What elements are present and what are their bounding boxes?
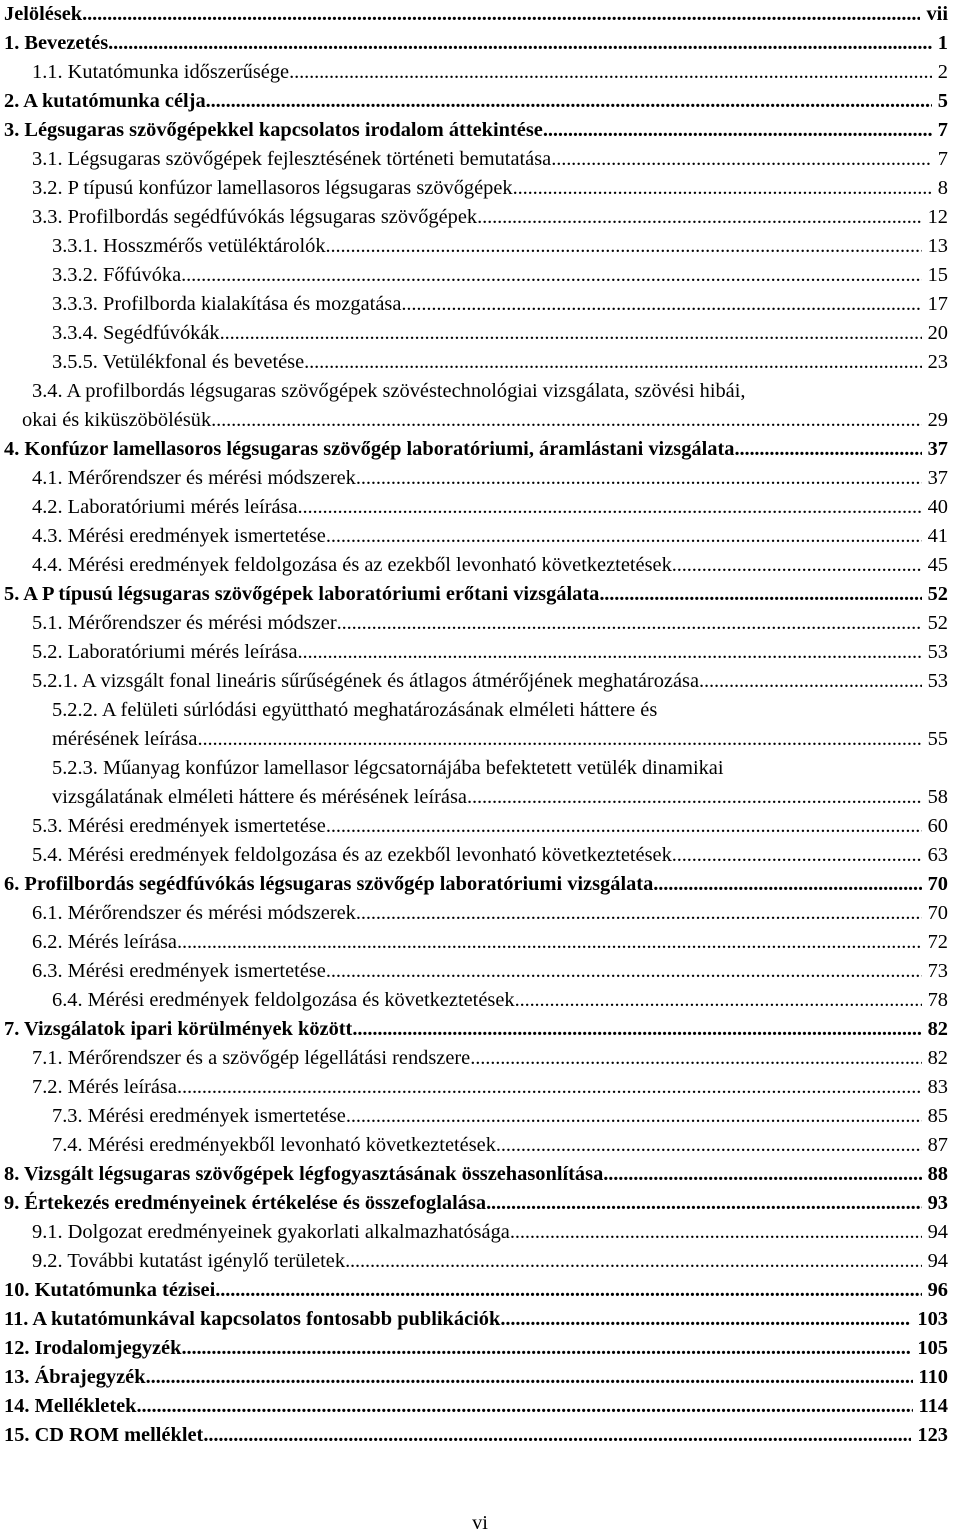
toc-leader	[496, 1131, 922, 1160]
toc-leader	[220, 319, 922, 348]
toc-leader	[470, 1044, 921, 1073]
toc-entry	[0, 435, 948, 464]
toc-entry-page: 8	[937, 177, 948, 199]
toc-leader	[82, 0, 920, 29]
toc-entry-page: 52	[927, 583, 948, 605]
toc-entry	[0, 377, 948, 435]
toc-entry-title: 3.1. Légsugaras szövőgépek fejlesztésének történeti bemutatása	[32, 148, 552, 170]
toc-leader	[181, 261, 921, 290]
toc-entry	[0, 203, 948, 232]
toc-leader	[326, 957, 922, 986]
toc-entry-page: 82	[927, 1018, 948, 1040]
toc-entry-title: 4. Konfúzor lamellasoros légsugaras szövőgép laboratóriumi, áramlástani vizsgálata	[4, 438, 735, 460]
toc-leader	[543, 116, 932, 145]
toc-leader	[304, 348, 921, 377]
toc-leader	[177, 928, 922, 957]
toc-entry-title: 6.1. Mérőrendszer és mérési módszerek	[32, 902, 356, 924]
toc-entry-title: 10. Kutatómunka tézisei	[4, 1279, 216, 1301]
toc-entry-title: 7.3. Mérési eredmények ismertetése	[52, 1105, 346, 1127]
toc-entry-title: 15. CD ROM melléklet	[4, 1424, 204, 1446]
toc-leader	[734, 435, 921, 464]
toc-entry-page: 78	[927, 989, 948, 1011]
toc-entry	[0, 1044, 948, 1073]
toc-entry-page: 103	[917, 1308, 948, 1330]
page-number: vi	[472, 1512, 488, 1534]
toc-entry	[0, 290, 948, 319]
toc-entry-page: 94	[927, 1221, 948, 1243]
toc-entry	[0, 1421, 948, 1450]
toc-entry-page: 52	[927, 612, 948, 634]
toc-leader	[181, 1334, 911, 1363]
toc-leader	[211, 406, 921, 435]
toc-entry	[0, 464, 948, 493]
toc-entry	[0, 493, 948, 522]
toc-leader	[699, 667, 922, 696]
toc-entry-page: 15	[927, 264, 948, 286]
toc-leader	[672, 841, 922, 870]
toc-entry-title: 4.3. Mérési eredmények ismertetése	[32, 525, 326, 547]
toc-entry-title: 3.4. A profilbordás légsugaras szövőgépek szövéstechnológiai vizsgálata, szövési hibái,	[32, 380, 746, 402]
toc-entry-title: 6.2. Mérés leírása	[32, 931, 177, 953]
toc-entry-title: 3.2. P típusú konfúzor lamellasoros légsugaras szövőgépek	[32, 177, 513, 199]
toc-entry	[0, 1247, 948, 1276]
toc-leader	[289, 58, 932, 87]
toc-entry	[0, 145, 948, 174]
toc-leader	[337, 609, 922, 638]
toc-entry-page: 63	[927, 844, 948, 866]
toc-leader	[500, 1305, 911, 1334]
toc-entry-page: 72	[927, 931, 948, 953]
toc-leader	[352, 1015, 921, 1044]
toc-entry-title: 3.3.2. Főfúvóka	[52, 264, 182, 286]
toc-leader	[108, 29, 932, 58]
toc-entry	[0, 638, 948, 667]
toc-entry-title: 4.4. Mérési eredmények feldolgozása és az ezekből levonható következtetések	[32, 554, 672, 576]
toc-entry	[0, 87, 948, 116]
toc-entry-title: 6.4. Mérési eredmények feldolgozása és következtetések	[52, 989, 515, 1011]
toc-entry-title: 1. Bevezetés	[4, 32, 109, 54]
toc-entry-title: 9. Értekezés eredményeinek értékelése és összefoglalása	[4, 1192, 487, 1214]
toc-leader	[345, 1247, 922, 1276]
toc-entry-page: 7	[937, 148, 948, 170]
toc-entry-page: 12	[927, 206, 948, 228]
toc-entry-title: 7. Vizsgálatok ipari körülmények között	[4, 1018, 353, 1040]
toc-entry-page: 55	[927, 728, 948, 750]
toc-entry-title: 7.4. Mérési eredményekből levonható következtetések	[52, 1134, 496, 1156]
toc-entry-title: 5.2. Laboratóriumi mérés leírása	[32, 641, 298, 663]
toc-entry-title: 4.2. Laboratóriumi mérés leírása	[32, 496, 298, 518]
toc-entry	[0, 0, 948, 29]
toc-entry-page: 73	[927, 960, 948, 982]
toc-entry-page: 82	[927, 1047, 948, 1069]
toc-entry-page: 29	[927, 409, 948, 431]
toc-entry	[0, 1131, 948, 1160]
toc-entry-page: 110	[918, 1366, 948, 1388]
toc-leader	[177, 1073, 922, 1102]
toc-entry-title: 14. Mellékletek	[4, 1395, 137, 1417]
toc-entry-title: 5.2.2. A felületi súrlódási együttható meghatározásának elméleti háttere és	[52, 699, 658, 721]
toc-entry	[0, 667, 948, 696]
toc-entry-page: 83	[927, 1076, 948, 1098]
toc-entry-page: 88	[927, 1163, 948, 1185]
toc-entry-page: 58	[927, 786, 948, 808]
toc-entry-title: 13. Ábrajegyzék	[4, 1366, 146, 1388]
toc-entry	[0, 1102, 948, 1131]
toc-entry-title: 5.2.1. A vizsgált fonal lineáris sűrűségének és átlagos átmérőjének meghatározása	[32, 670, 700, 692]
toc-entry-title: 7.1. Mérőrendszer és a szövőgép légellátási rendszere	[32, 1047, 471, 1069]
toc-entry	[0, 348, 948, 377]
toc-entry-title: 5.4. Mérési eredmények feldolgozása és az ezekből levonható következtetések	[32, 844, 672, 866]
toc-leader	[401, 290, 921, 319]
toc-entry-page: 45	[927, 554, 948, 576]
toc-entry-page: 70	[927, 902, 948, 924]
toc-leader	[346, 1102, 922, 1131]
toc-entry-page: 37	[927, 438, 948, 460]
toc-leader	[203, 1421, 911, 1450]
toc-entry-page: 2	[937, 61, 948, 83]
toc-entry-line	[52, 725, 948, 754]
toc-entry	[0, 1392, 948, 1421]
toc-entry-page: 70	[927, 873, 948, 895]
toc-leader	[137, 1392, 913, 1421]
toc-entry-page: 17	[927, 293, 948, 315]
toc-entry	[0, 522, 948, 551]
toc-entry-page: 96	[927, 1279, 948, 1301]
toc-entry-page: 20	[927, 322, 948, 344]
toc-entry-title: 8. Vizsgált légsugaras szövőgépek légfogyasztásának összehasonlítása	[4, 1163, 604, 1185]
toc-leader	[467, 783, 922, 812]
toc-leader	[326, 812, 922, 841]
toc-entry	[0, 58, 948, 87]
toc-entry-title: 5.2.3. Műanyag konfúzor lamellasor légcsatornájába befektetett vetülék dinamikai	[52, 757, 724, 779]
toc-entry-title: 3.5.5. Vetülékfonal és bevetése	[52, 351, 305, 373]
toc-leader	[298, 638, 922, 667]
toc-leader	[603, 1160, 921, 1189]
toc-entry-title: 5.3. Mérési eredmények ismertetése	[32, 815, 326, 837]
toc-leader	[510, 1218, 922, 1247]
toc-entry-page: 13	[927, 235, 948, 257]
toc-entry	[0, 174, 948, 203]
toc-entry	[0, 232, 948, 261]
toc-entry	[0, 986, 948, 1015]
toc-entry-page: 7	[937, 119, 948, 141]
toc-entry-title: 1.1. Kutatómunka időszerűsége	[32, 61, 290, 83]
toc-entry-page: 94	[927, 1250, 948, 1272]
toc-entry-page: 53	[927, 641, 948, 663]
toc-entry-page: 23	[927, 351, 948, 373]
toc-entry-page: 93	[927, 1192, 948, 1214]
toc-entry-line	[52, 783, 948, 812]
toc-entry-title: 7.2. Mérés leírása	[32, 1076, 177, 1098]
toc-leader	[206, 87, 932, 116]
toc-entry	[0, 116, 948, 145]
toc-entry-page: 40	[927, 496, 948, 518]
toc-entry-title: 3. Légsugaras szövőgépekkel kapcsolatos irodalom áttekintése	[4, 119, 543, 141]
toc-leader	[486, 1189, 922, 1218]
toc-entry-page: 60	[927, 815, 948, 837]
toc-entry-title-cont: mérésének leírása	[52, 728, 198, 750]
toc-entry	[0, 957, 948, 986]
toc-entry-page: 114	[918, 1395, 948, 1417]
toc-entry	[0, 261, 948, 290]
toc-entry	[0, 580, 948, 609]
toc-entry-title: 3.3.1. Hosszmérős vetüléktárolók	[52, 235, 326, 257]
toc-entry-page: 85	[927, 1105, 948, 1127]
toc-entry-title: 6. Profilbordás segédfúvókás légsugaras szövőgép laboratóriumi vizsgálata	[4, 873, 654, 895]
toc-entry-title: 3.3.3. Profilborda kialakítása és mozgatása	[52, 293, 402, 315]
toc-entry-page: vii	[926, 3, 948, 25]
toc-entry	[0, 1189, 948, 1218]
toc-leader	[356, 464, 922, 493]
toc-entry	[0, 870, 948, 899]
toc-entry-title-cont: vizsgálatának elméleti háttere és mérésének leírása	[52, 786, 467, 808]
toc-leader	[215, 1276, 921, 1305]
toc-entry-page: 41	[927, 525, 948, 547]
toc-entry-page: 5	[937, 90, 948, 112]
toc-entry-title: Jelölések	[4, 3, 83, 25]
toc-leader	[477, 203, 922, 232]
toc-entry	[0, 1363, 948, 1392]
toc-entry	[0, 899, 948, 928]
toc-entry	[0, 841, 948, 870]
toc-entry	[0, 1334, 948, 1363]
toc-leader	[653, 870, 921, 899]
toc-entry-title: 9.1. Dolgozat eredményeinek gyakorlati alkalmazhatósága	[32, 1221, 510, 1243]
toc-entry	[0, 1073, 948, 1102]
toc-leader	[599, 580, 921, 609]
toc-leader	[515, 986, 922, 1015]
toc-entry-title-cont: okai és kiküszöbölésük	[22, 409, 212, 431]
toc-leader	[197, 725, 921, 754]
toc-entry	[0, 1305, 948, 1334]
toc-entry	[0, 1160, 948, 1189]
toc-entry	[0, 609, 948, 638]
toc-leader	[326, 522, 922, 551]
toc-entry	[0, 551, 948, 580]
toc-entry-page: 105	[917, 1337, 948, 1359]
toc-entry-title: 5. A P típusú légsugaras szövőgépek laboratóriumi erőtani vizsgálata	[4, 583, 600, 605]
toc-entry-page: 123	[917, 1424, 948, 1446]
toc-leader	[513, 174, 932, 203]
toc-entry	[0, 29, 948, 58]
toc-entry-page: 1	[937, 32, 948, 54]
toc-entry-title: 12. Irodalomjegyzék	[4, 1337, 182, 1359]
toc-entry-line	[22, 406, 948, 435]
toc-entry	[0, 1015, 948, 1044]
toc-leader	[298, 493, 922, 522]
toc-entry-page: 87	[927, 1134, 948, 1156]
toc-entry-page: 37	[927, 467, 948, 489]
toc-entry-title: 2. A kutatómunka célja	[4, 90, 206, 112]
toc-entry	[0, 319, 948, 348]
toc-entry	[0, 754, 948, 812]
toc-entry	[0, 812, 948, 841]
toc-entry-title: 3.3. Profilbordás segédfúvókás légsugaras szövőgépek	[32, 206, 478, 228]
toc-entry-title: 3.3.4. Segédfúvókák	[52, 322, 220, 344]
toc-leader	[672, 551, 922, 580]
toc-entry-title: 9.2. További kutatást igénylő területek	[32, 1250, 346, 1272]
toc-entry-title: 4.1. Mérőrendszer és mérési módszerek	[32, 467, 356, 489]
toc-entry-page: 53	[927, 670, 948, 692]
toc-entry	[0, 1218, 948, 1247]
toc-leader	[356, 899, 922, 928]
toc-entry	[0, 928, 948, 957]
toc-entry-title: 11. A kutatómunkával kapcsolatos fontosabb publikációk	[4, 1308, 501, 1330]
toc-leader	[326, 232, 922, 261]
toc-leader	[551, 145, 932, 174]
toc-entry-title: 6.3. Mérési eredmények ismertetése	[32, 960, 326, 982]
toc-leader	[146, 1363, 913, 1392]
toc-entry	[0, 1276, 948, 1305]
toc-entry-title: 5.1. Mérőrendszer és mérési módszer	[32, 612, 337, 634]
toc-entry	[0, 696, 948, 754]
